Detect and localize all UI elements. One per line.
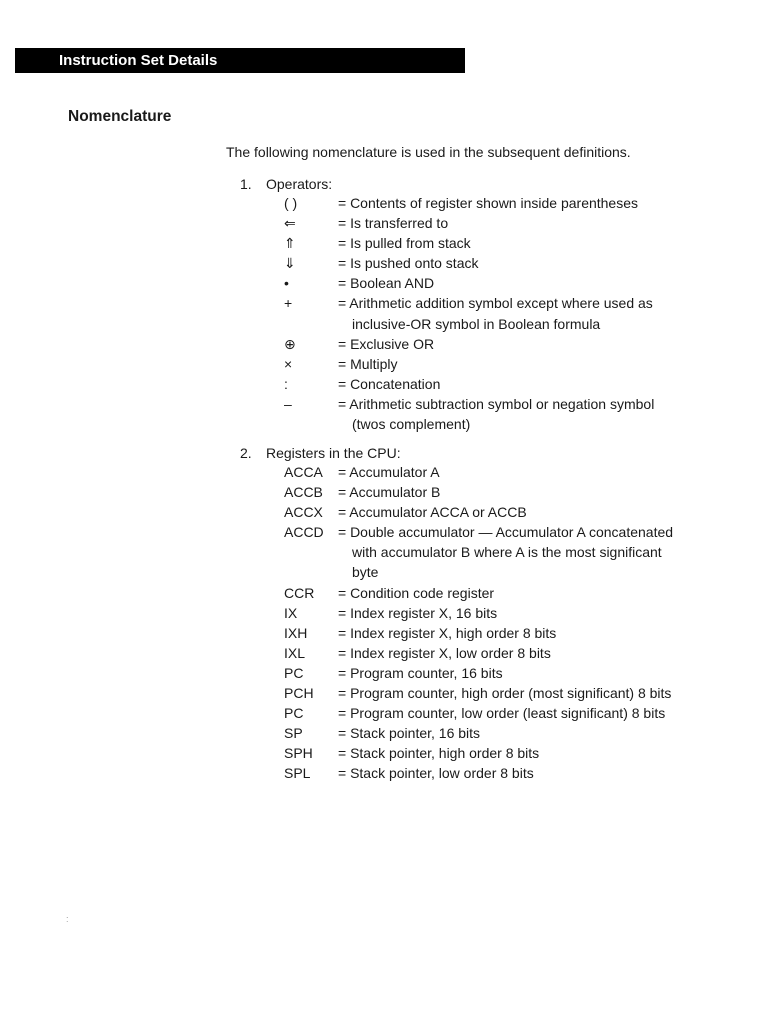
operator-entry-symbol: ⇓ <box>284 255 296 272</box>
operator-entry-definition <box>338 374 718 394</box>
register-entry-symbol: IXH <box>284 624 308 641</box>
operator-entry-definition-line: = Contents of register shown inside parentheses <box>338 195 639 211</box>
register-entry-definition-line: byte <box>352 564 379 581</box>
register-entry-symbol: ACCA <box>284 464 323 480</box>
operator-entry-symbol: × <box>284 355 293 372</box>
operator-entry-definition-line: = Boolean AND <box>338 275 435 292</box>
register-entry-symbol: PC <box>284 705 304 722</box>
register-entry-symbol: SP <box>284 725 303 742</box>
operator-entry-definition-line: = Concatenation <box>338 375 441 392</box>
register-entry-symbol: ACCX <box>284 504 323 521</box>
register-entry-definition-line: = Stack pointer, 16 bits <box>338 725 481 742</box>
register-entry-definition-line: = Index register X, 16 bits <box>338 604 498 621</box>
operator-entry-symbol: ( ) <box>284 195 298 211</box>
operator-entry-definition <box>338 213 718 233</box>
operator-entry-symbol: ⇐ <box>284 215 296 232</box>
register-entry-definition <box>338 703 718 723</box>
register-entry <box>0 462 768 482</box>
operator-entry-definition-line: = Is transferred to <box>338 215 449 232</box>
register-entry-definition-line: = Index register X, low order 8 bits <box>338 644 551 661</box>
register-entry-symbol: IX <box>284 604 298 621</box>
operator-entry <box>0 334 768 354</box>
operators-label: Operators: <box>266 176 333 192</box>
operator-entry-definition-line: = Exclusive OR <box>338 335 435 352</box>
register-entry-symbol: ACCB <box>284 484 323 501</box>
operator-entry-symbol: + <box>284 295 293 312</box>
operator-entry-definition <box>338 394 718 434</box>
register-entry <box>0 643 768 663</box>
operator-entry-definition-line: = Arithmetic subtraction symbol or negation symbol <box>338 395 655 412</box>
operator-entry <box>0 193 768 213</box>
operator-entry <box>0 213 768 233</box>
register-entry <box>0 482 768 502</box>
operator-entry-definition-line: = Arithmetic addition symbol except where used as <box>338 295 653 312</box>
operator-entry <box>0 354 768 374</box>
register-entry-definition <box>338 603 718 623</box>
section-header-bar <box>15 48 465 73</box>
register-entry-definition-line: = Stack pointer, low order 8 bits <box>338 765 534 782</box>
footer-mark: : <box>66 914 69 924</box>
operators-list <box>0 193 768 434</box>
section-title: Nomenclature <box>68 108 172 125</box>
operator-entry-symbol: ⇑ <box>284 235 296 252</box>
registers-label: Registers in the CPU: <box>266 445 401 461</box>
register-entry-definition-line: = Condition code register <box>338 584 495 601</box>
register-entry <box>0 743 768 763</box>
operator-entry-symbol: • <box>284 275 289 292</box>
register-entry <box>0 522 768 582</box>
header-title: Instruction Set Details <box>59 52 218 69</box>
register-entry-definition <box>338 643 718 663</box>
register-entry-symbol: IXL <box>284 644 306 661</box>
operator-entry-definition <box>338 334 718 354</box>
operator-entry-definition <box>338 193 718 213</box>
operator-entry <box>0 253 768 273</box>
register-entry-definition <box>338 522 718 582</box>
registers-number: 2. <box>240 445 252 461</box>
register-entry-definition-line: = Index register X, high order 8 bits <box>338 624 557 641</box>
operator-entry <box>0 394 768 434</box>
register-entry-definition <box>338 663 718 683</box>
registers-list <box>0 462 768 784</box>
register-entry-definition <box>338 502 718 522</box>
register-entry <box>0 763 768 783</box>
register-entry-definition-line: = Accumulator ACCA or ACCB <box>338 504 527 521</box>
register-entry-symbol: SPL <box>284 765 311 782</box>
register-entry-definition <box>338 723 718 743</box>
register-entry-definition <box>338 623 718 643</box>
register-entry <box>0 703 768 723</box>
register-entry <box>0 663 768 683</box>
operator-entry-symbol: ⊕ <box>284 335 296 352</box>
register-entry-definition <box>338 683 718 703</box>
operator-entry-definition <box>338 293 718 333</box>
operator-entry-definition <box>338 233 718 253</box>
register-entry-symbol: PC <box>284 664 304 681</box>
operator-entry <box>0 293 768 333</box>
register-entry-definition-line: = Stack pointer, high order 8 bits <box>338 745 540 762</box>
intro-paragraph: The following nomenclature is used in the subsequent definitions. <box>226 144 631 160</box>
register-entry-definition <box>338 763 718 783</box>
register-entry-definition <box>338 743 718 763</box>
register-entry-definition-line: = Accumulator A <box>338 464 440 480</box>
operator-entry-symbol: : <box>284 375 288 392</box>
operator-entry <box>0 233 768 253</box>
register-entry-definition <box>338 482 718 502</box>
operator-entry-definition-line: = Is pushed onto stack <box>338 255 479 272</box>
register-entry-symbol: ACCD <box>284 524 324 541</box>
register-entry <box>0 623 768 643</box>
register-entry-definition-line: = Program counter, 16 bits <box>338 664 503 681</box>
operator-entry-definition-line: (twos complement) <box>352 416 471 433</box>
register-entry-definition-line: = Program counter, low order (least significant) 8 bits <box>338 705 666 722</box>
register-entry-symbol: PCH <box>284 685 314 702</box>
operators-number: 1. <box>240 176 252 192</box>
operator-entry-definition <box>338 273 718 293</box>
operator-entry <box>0 374 768 394</box>
operator-entry-symbol: – <box>284 395 292 412</box>
register-entry <box>0 502 768 522</box>
operator-entry <box>0 273 768 293</box>
register-entry-definition-line: = Double accumulator — Accumulator A concatenated <box>338 524 674 541</box>
register-entry-definition-line: = Program counter, high order (most significant) 8 bits <box>338 685 672 702</box>
operator-entry-definition-line: = Multiply <box>338 355 398 372</box>
register-entry-definition <box>338 583 718 603</box>
register-entry-definition <box>338 462 718 482</box>
register-entry <box>0 683 768 703</box>
register-entry <box>0 723 768 743</box>
operator-entry-definition-line: = Is pulled from stack <box>338 235 471 252</box>
register-entry-definition-line: with accumulator B where A is the most significant <box>352 544 662 561</box>
operator-entry-definition <box>338 253 718 273</box>
operator-entry-definition-line: inclusive-OR symbol in Boolean formula <box>352 315 601 332</box>
register-entry-definition-line: = Accumulator B <box>338 484 441 501</box>
register-entry <box>0 603 768 623</box>
register-entry-symbol: SPH <box>284 745 313 762</box>
register-entry-symbol: CCR <box>284 584 315 601</box>
operator-entry-definition <box>338 354 718 374</box>
register-entry <box>0 583 768 603</box>
